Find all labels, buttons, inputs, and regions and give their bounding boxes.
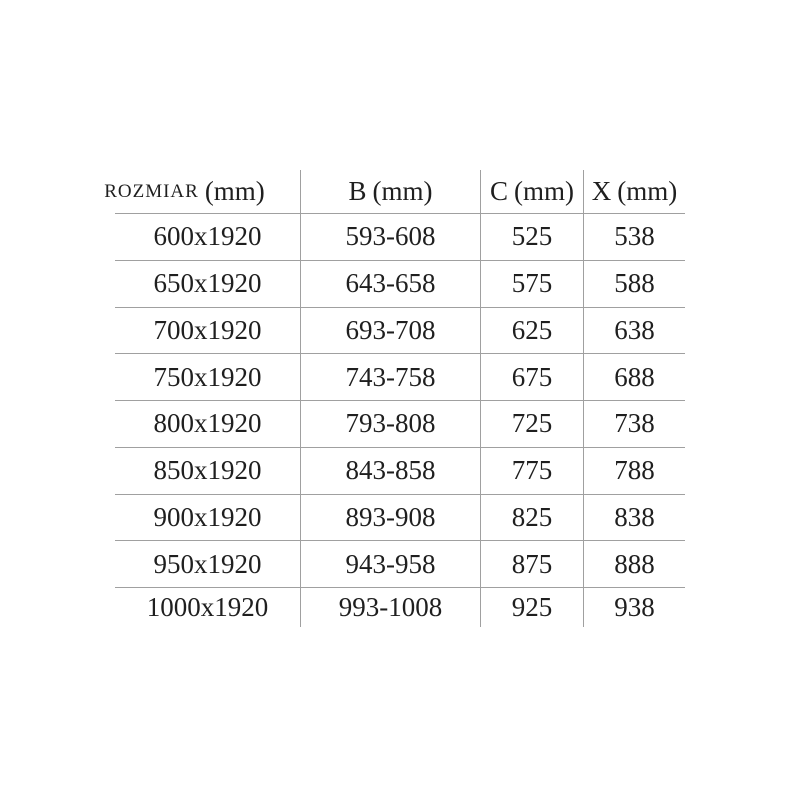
cell-x: 638: [583, 308, 685, 354]
table-row: [115, 400, 685, 447]
cell-c: 525: [480, 214, 583, 260]
table-row: [115, 540, 685, 587]
table-row: [115, 447, 685, 494]
cell-c: 625: [480, 308, 583, 354]
header-cell-rozmiar: [104, 170, 300, 213]
cell-rozmiar: 650x1920: [153, 268, 262, 299]
header-label: ROZMIAR: [104, 180, 199, 202]
table-row: [115, 587, 685, 627]
cell-c: 675: [480, 354, 583, 400]
size-spec-table: [104, 170, 685, 627]
cell-b: 643-658: [300, 261, 480, 307]
cell-c: 825: [480, 495, 583, 541]
cell-x: 938: [583, 588, 685, 627]
cell-c: 775: [480, 448, 583, 494]
cell-x: 888: [583, 541, 685, 587]
cell-rozmiar: 900x1920: [153, 501, 262, 532]
cell-x: 838: [583, 495, 685, 541]
header-cell-x: [583, 170, 685, 213]
table-row: [115, 353, 685, 400]
table-header-row: [104, 170, 685, 213]
header-label: B: [348, 176, 367, 206]
cell-rozmiar: 700x1920: [153, 314, 262, 345]
cell-c: 575: [480, 261, 583, 307]
cell-c: 875: [480, 541, 583, 587]
table-row: [115, 260, 685, 307]
cell-b: 843-858: [300, 448, 480, 494]
cell-b: 793-808: [300, 401, 480, 447]
cell-b: 593-608: [300, 214, 480, 260]
cell-rozmiar: 750x1920: [153, 361, 262, 392]
table-row: [115, 494, 685, 541]
header-cell-b: [300, 170, 480, 213]
header-label: C: [489, 176, 508, 206]
cell-rozmiar: 950x1920: [153, 548, 262, 579]
cell-b: 943-958: [300, 541, 480, 587]
header-cell-c: [480, 170, 583, 213]
cell-b: 893-908: [300, 495, 480, 541]
header-unit: (mm): [204, 176, 265, 206]
cell-x: 538: [583, 214, 685, 260]
cell-x: 688: [583, 354, 685, 400]
cell-rozmiar: 600x1920: [153, 221, 262, 252]
cell-c: 925: [480, 588, 583, 627]
cell-b: 743-758: [300, 354, 480, 400]
header-label: X: [591, 176, 612, 206]
cell-rozmiar: 1000x1920: [146, 592, 269, 622]
header-unit: (mm): [514, 176, 574, 206]
cell-x: 788: [583, 448, 685, 494]
cell-b: 693-708: [300, 308, 480, 354]
header-unit: (mm): [617, 176, 678, 206]
cell-x: 738: [583, 401, 685, 447]
cell-x: 588: [583, 261, 685, 307]
cell-rozmiar: 800x1920: [153, 408, 262, 439]
header-unit: (mm): [372, 176, 433, 206]
cell-rozmiar: 850x1920: [153, 455, 262, 486]
table-row: [115, 307, 685, 354]
cell-c: 725: [480, 401, 583, 447]
cell-b: 993-1008: [300, 588, 480, 627]
table-row: [115, 213, 685, 260]
